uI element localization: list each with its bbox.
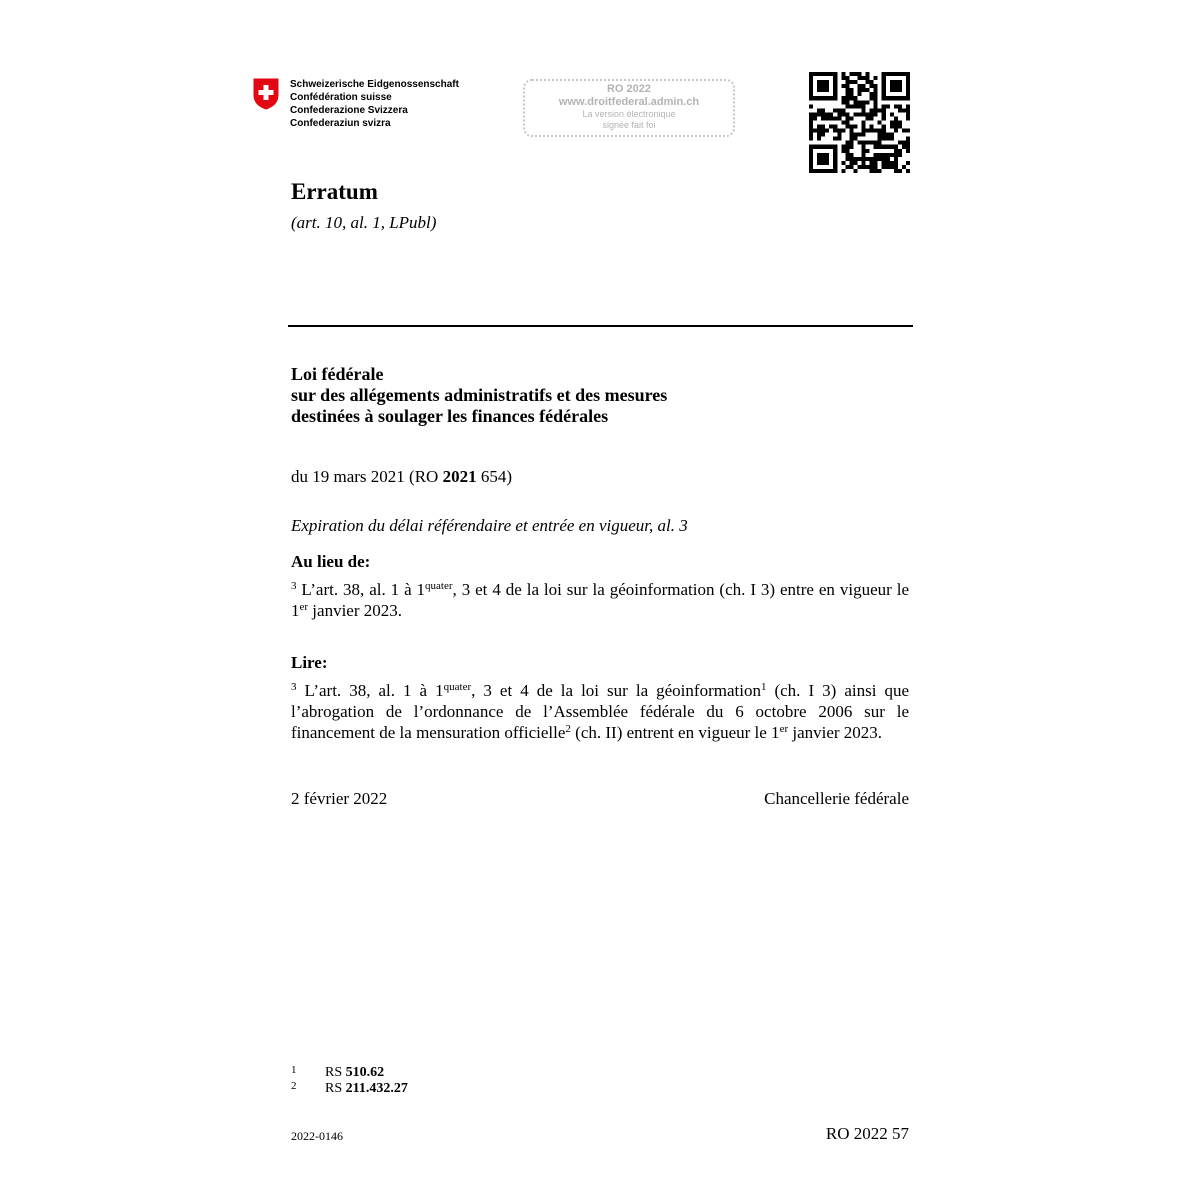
superscript: quater xyxy=(443,681,472,693)
text-run: L’art. 38, al. 1 à 1 xyxy=(296,681,444,700)
footnote-ref-1[interactable]: 1 xyxy=(760,681,767,693)
signature-date: 2 février 2022 xyxy=(291,789,388,808)
footnote-number-2: 2 xyxy=(291,1080,297,1092)
title-divider xyxy=(288,325,913,327)
footnote-number-1: 1 xyxy=(291,1064,297,1076)
text-run: L’art. 38, al. 1 à 1 xyxy=(296,580,426,599)
stamp-note-1: La version électronique xyxy=(582,109,676,119)
instead-paragraph xyxy=(291,579,909,621)
paragraph-number: 3 xyxy=(291,580,297,592)
text-run: (ch. II) entrent en vigueur le 1 xyxy=(570,723,780,742)
superscript: er xyxy=(299,601,309,613)
qr-code-icon xyxy=(809,72,910,173)
stamp-url: www.droitfederal.admin.ch xyxy=(558,96,700,108)
confederation-name-rm: Confederaziun svizra xyxy=(290,118,391,129)
text-run: , 3 et 4 de la loi sur la géoinformation xyxy=(471,681,761,700)
read-paragraph xyxy=(291,680,909,743)
signature-authority: Chancellerie fédérale xyxy=(764,789,909,808)
footnote-ref-2[interactable]: 2 xyxy=(565,723,571,735)
law-title-line-3: destinées à soulager les finances fédérales xyxy=(291,406,609,426)
footnote-reference[interactable]: 510.62 xyxy=(345,1065,385,1080)
instead-heading: Au lieu de: xyxy=(291,552,371,571)
text-run: , 3 et 4 de la loi sur la géoinformation (ch. I 3) entre en vigueur le 1 xyxy=(291,580,909,620)
footnote-prefix: RS xyxy=(325,1065,346,1080)
law-date-suffix: 654) xyxy=(476,467,512,486)
law-title xyxy=(291,364,667,427)
confederation-name-it: Confederazione Svizzera xyxy=(290,105,408,116)
paragraph-number: 3 xyxy=(291,681,297,693)
superscript: quater xyxy=(425,580,453,592)
law-title-line-2: sur des allégements administratifs et des mesures xyxy=(291,385,668,405)
law-date-year: 2021 xyxy=(442,467,477,486)
text-run: janvier 2023. xyxy=(788,723,883,742)
document-id: 2022-0146 xyxy=(291,1129,343,1143)
expiry-heading: Expiration du délai référendaire et entrée en vigueur, al. 3 xyxy=(291,516,688,535)
confederation-names xyxy=(290,78,459,130)
text-run: (ch. I 3) ainsi que l’abrogation de l’ordonnance de l’Assemblée fédérale du 6 octobre 2006 sur le financement de la mensuration officielle xyxy=(291,681,909,742)
stamp-note-2: signée fait foi xyxy=(602,120,656,130)
confederation-name-de: Schweizerische Eidgenossenschaft xyxy=(290,79,459,90)
electronic-version-stamp xyxy=(523,79,735,137)
law-date xyxy=(291,466,512,487)
footnote-text-1 xyxy=(325,1064,384,1081)
confederation-name-fr: Confédération suisse xyxy=(290,92,392,103)
page-title: Erratum xyxy=(291,179,378,204)
superscript: er xyxy=(779,723,789,735)
footnote-text-2 xyxy=(325,1080,408,1097)
law-date-prefix: du 19 mars 2021 (RO xyxy=(291,467,443,486)
read-heading: Lire: xyxy=(291,653,328,672)
footnote-reference[interactable]: 211.432.27 xyxy=(345,1081,408,1096)
swiss-cross-emblem-icon xyxy=(253,78,279,110)
stamp-ro: RO 2022 xyxy=(606,83,652,95)
footnote-prefix: RS xyxy=(325,1081,346,1096)
page-reference: RO 2022 57 xyxy=(825,1124,909,1143)
text-run: janvier 2023. xyxy=(308,601,402,620)
page-subtitle: (art. 10, al. 1, LPubl) xyxy=(291,213,437,232)
law-title-line-1: Loi fédérale xyxy=(291,364,384,384)
